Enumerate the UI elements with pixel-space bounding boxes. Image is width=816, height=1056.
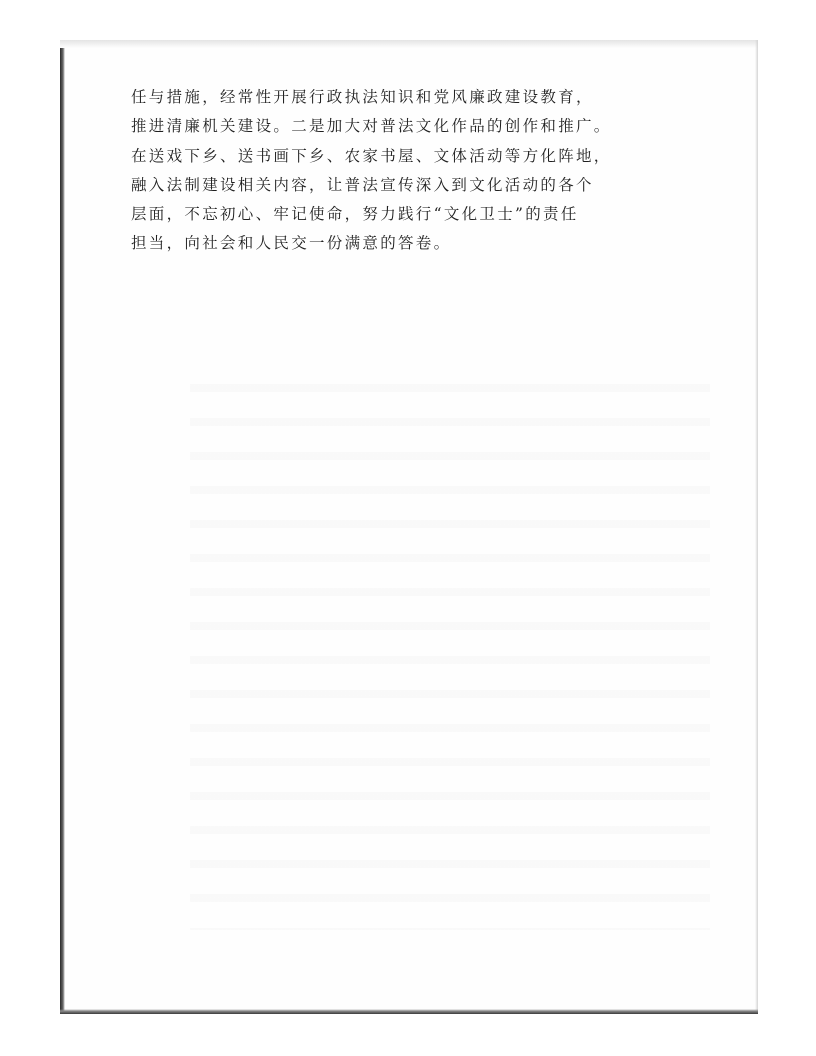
page-left-edge — [60, 48, 65, 1012]
page-bottom-edge — [60, 1009, 758, 1014]
body-text — [131, 83, 671, 259]
text-line: 融入法制建设相关内容，让普法宣传深入到文化活动的各个 — [131, 175, 594, 194]
text-line: 推进清廉机关建设。二是加大对普法文化作品的创作和推广。 — [131, 117, 612, 136]
text-line: 层面，不忘初心、牢记使命，努力践行“文化卫士”的责任 — [131, 205, 579, 224]
text-line: 担当，向社会和人民交一份满意的答卷。 — [131, 234, 452, 253]
show-through-texture — [190, 370, 710, 930]
page-top-shadow — [60, 40, 758, 48]
page-right-shadow — [755, 40, 758, 1014]
text-line: 在送戏下乡、送书画下乡、农家书屋、文体活动等方化阵地， — [131, 146, 612, 165]
text-line: 任与措施，经常性开展行政执法知识和党风廉政建设教育， — [131, 88, 594, 106]
